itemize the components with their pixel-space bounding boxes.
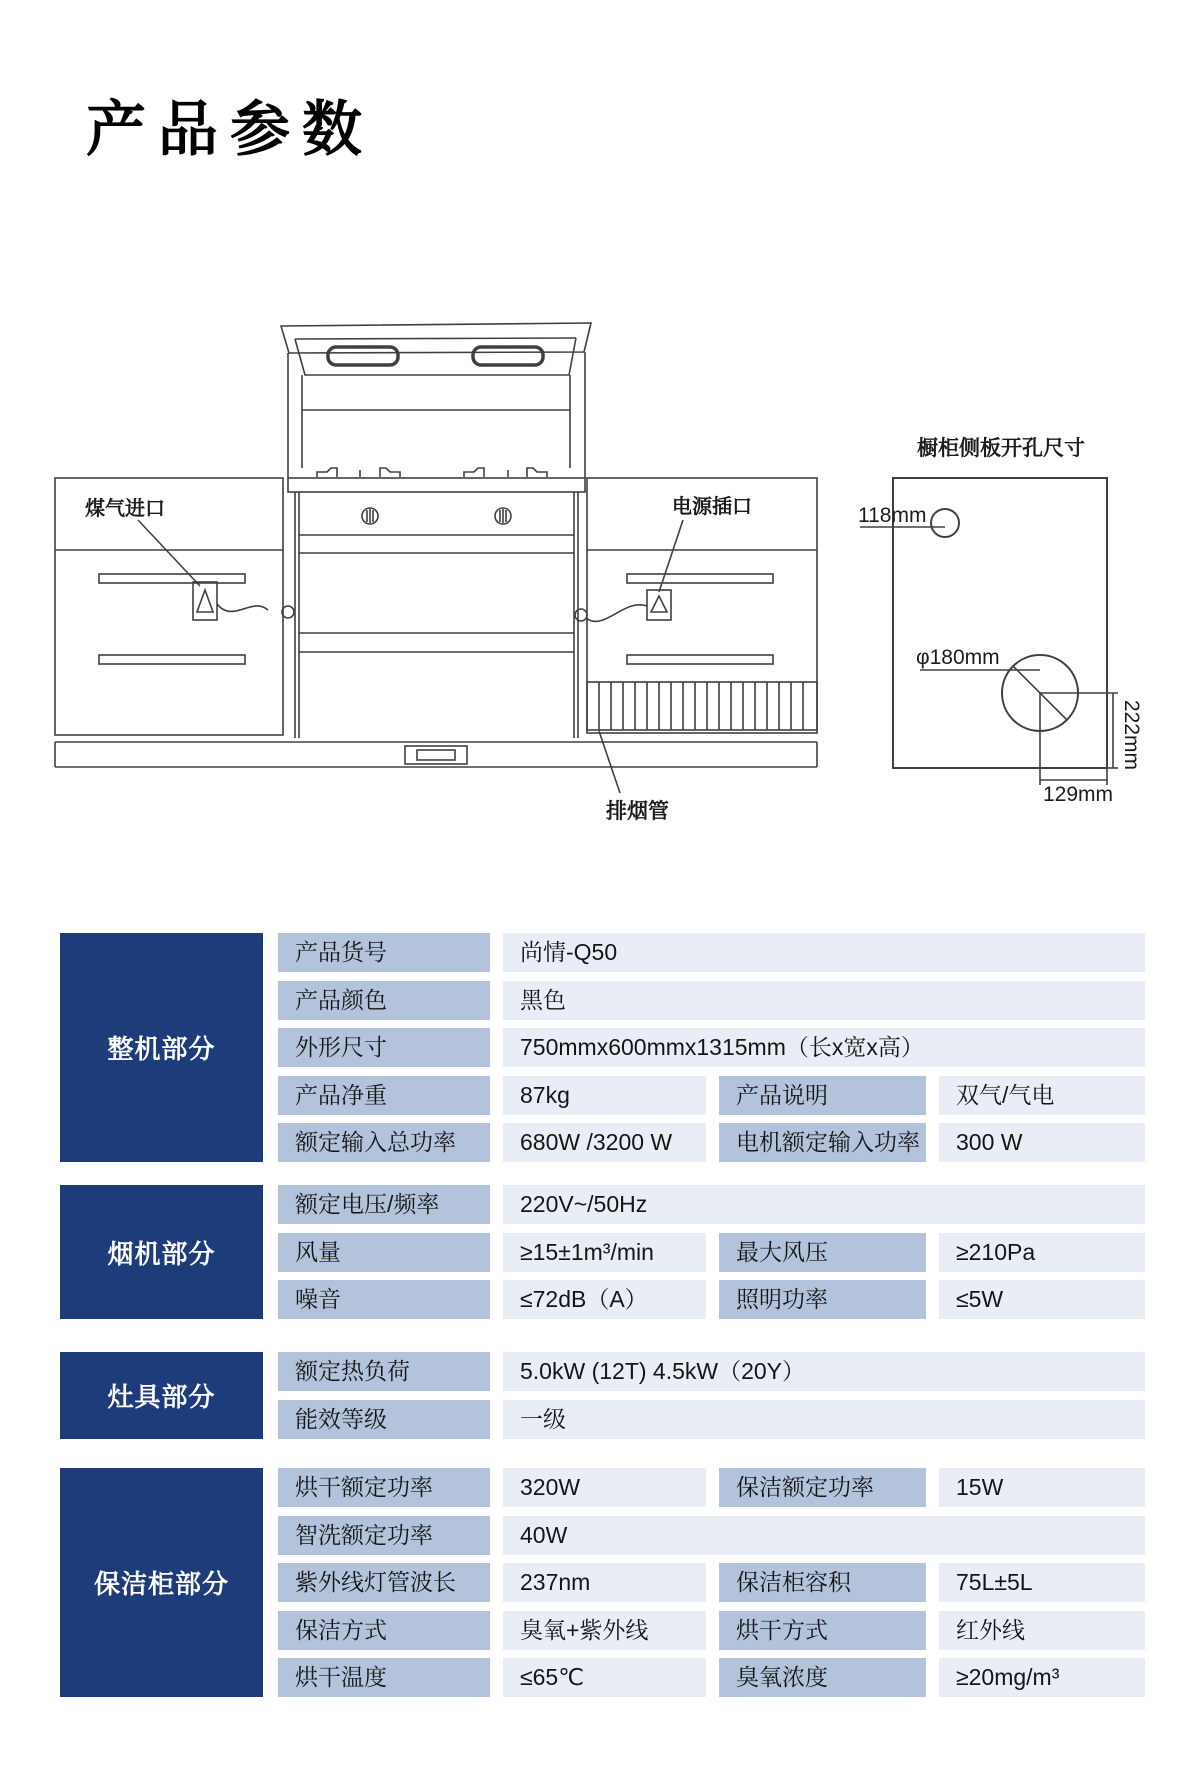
section-header: 灶具部分 (60, 1352, 263, 1439)
spec-value: ≥15±1m³/min (503, 1233, 706, 1272)
power-socket-label: 电源插口 (672, 496, 752, 518)
page-title: 产品参数 (86, 96, 374, 163)
spec-value: 75L±5L (939, 1563, 1145, 1602)
spec-label: 噪音 (278, 1280, 490, 1319)
spec-value: ≥210Pa (939, 1233, 1145, 1272)
spec-section (60, 1185, 1145, 1319)
spec-value: 750mmx600mmx1315mm（长x宽x高） (503, 1028, 1145, 1067)
spec-value: ≤72dB（A） (503, 1280, 706, 1319)
spec-value: 680W /3200 W (503, 1123, 706, 1162)
spec-value: 300 W (939, 1123, 1145, 1162)
dim-129mm: 129mm (1043, 783, 1114, 806)
spec-value: 40W (503, 1516, 1145, 1555)
exhaust-pipe-label: 排烟管 (606, 800, 669, 823)
spec-label: 产品颜色 (278, 981, 490, 1020)
spec-label: 照明功率 (719, 1280, 926, 1319)
spec-label: 产品净重 (278, 1076, 490, 1115)
spec-label: 能效等级 (278, 1400, 490, 1439)
section-header: 整机部分 (60, 933, 263, 1162)
spec-value: 237nm (503, 1563, 706, 1602)
section-header: 烟机部分 (60, 1185, 263, 1319)
spec-label: 产品货号 (278, 933, 490, 972)
spec-value: 臭氧+紫外线 (503, 1611, 706, 1650)
section-header: 保洁柜部分 (60, 1468, 263, 1697)
spec-label: 保洁方式 (278, 1611, 490, 1650)
spec-value: 双气/气电 (939, 1076, 1145, 1115)
spec-section (60, 933, 1145, 1162)
spec-label: 额定热负荷 (278, 1352, 490, 1391)
spec-value: 一级 (503, 1400, 1145, 1439)
spec-value: 87kg (503, 1076, 706, 1115)
spec-value: 黑色 (503, 981, 1145, 1020)
spec-table (60, 0, 1145, 1770)
spec-label: 烘干方式 (719, 1611, 926, 1650)
spec-label: 保洁额定功率 (719, 1468, 926, 1507)
spec-label: 产品说明 (719, 1076, 926, 1115)
spec-value: ≤5W (939, 1280, 1145, 1319)
spec-value: 15W (939, 1468, 1145, 1507)
spec-value: 5.0kW (12T) 4.5kW（20Y） (503, 1352, 1145, 1391)
spec-value: ≥20mg/m³ (939, 1658, 1145, 1697)
dim-180mm: φ180mm (916, 646, 1000, 669)
spec-section (60, 1352, 1145, 1439)
spec-value: 尚情-Q50 (503, 933, 1145, 972)
spec-label: 紫外线灯管波长 (278, 1563, 490, 1602)
spec-label: 保洁柜容积 (719, 1563, 926, 1602)
cutout-title: 橱柜侧板开孔尺寸 (917, 437, 1085, 460)
spec-value: 320W (503, 1468, 706, 1507)
spec-section (60, 1468, 1145, 1697)
gas-inlet-label: 煤气进口 (85, 498, 165, 520)
spec-value: 220V~/50Hz (503, 1185, 1145, 1224)
spec-label: 风量 (278, 1233, 490, 1272)
spec-label: 烘干温度 (278, 1658, 490, 1697)
spec-value: 红外线 (939, 1611, 1145, 1650)
spec-label: 额定电压/频率 (278, 1185, 490, 1224)
spec-value: ≤65℃ (503, 1658, 706, 1697)
dim-222mm: 222mm (1120, 700, 1143, 771)
spec-label: 额定输入总功率 (278, 1123, 490, 1162)
spec-label: 外形尺寸 (278, 1028, 490, 1067)
dim-118mm: 118mm (858, 504, 927, 527)
spec-label: 电机额定输入功率 (719, 1123, 926, 1162)
spec-label: 臭氧浓度 (719, 1658, 926, 1697)
spec-label: 最大风压 (719, 1233, 926, 1272)
spec-label: 烘干额定功率 (278, 1468, 490, 1507)
spec-label: 智洗额定功率 (278, 1516, 490, 1555)
